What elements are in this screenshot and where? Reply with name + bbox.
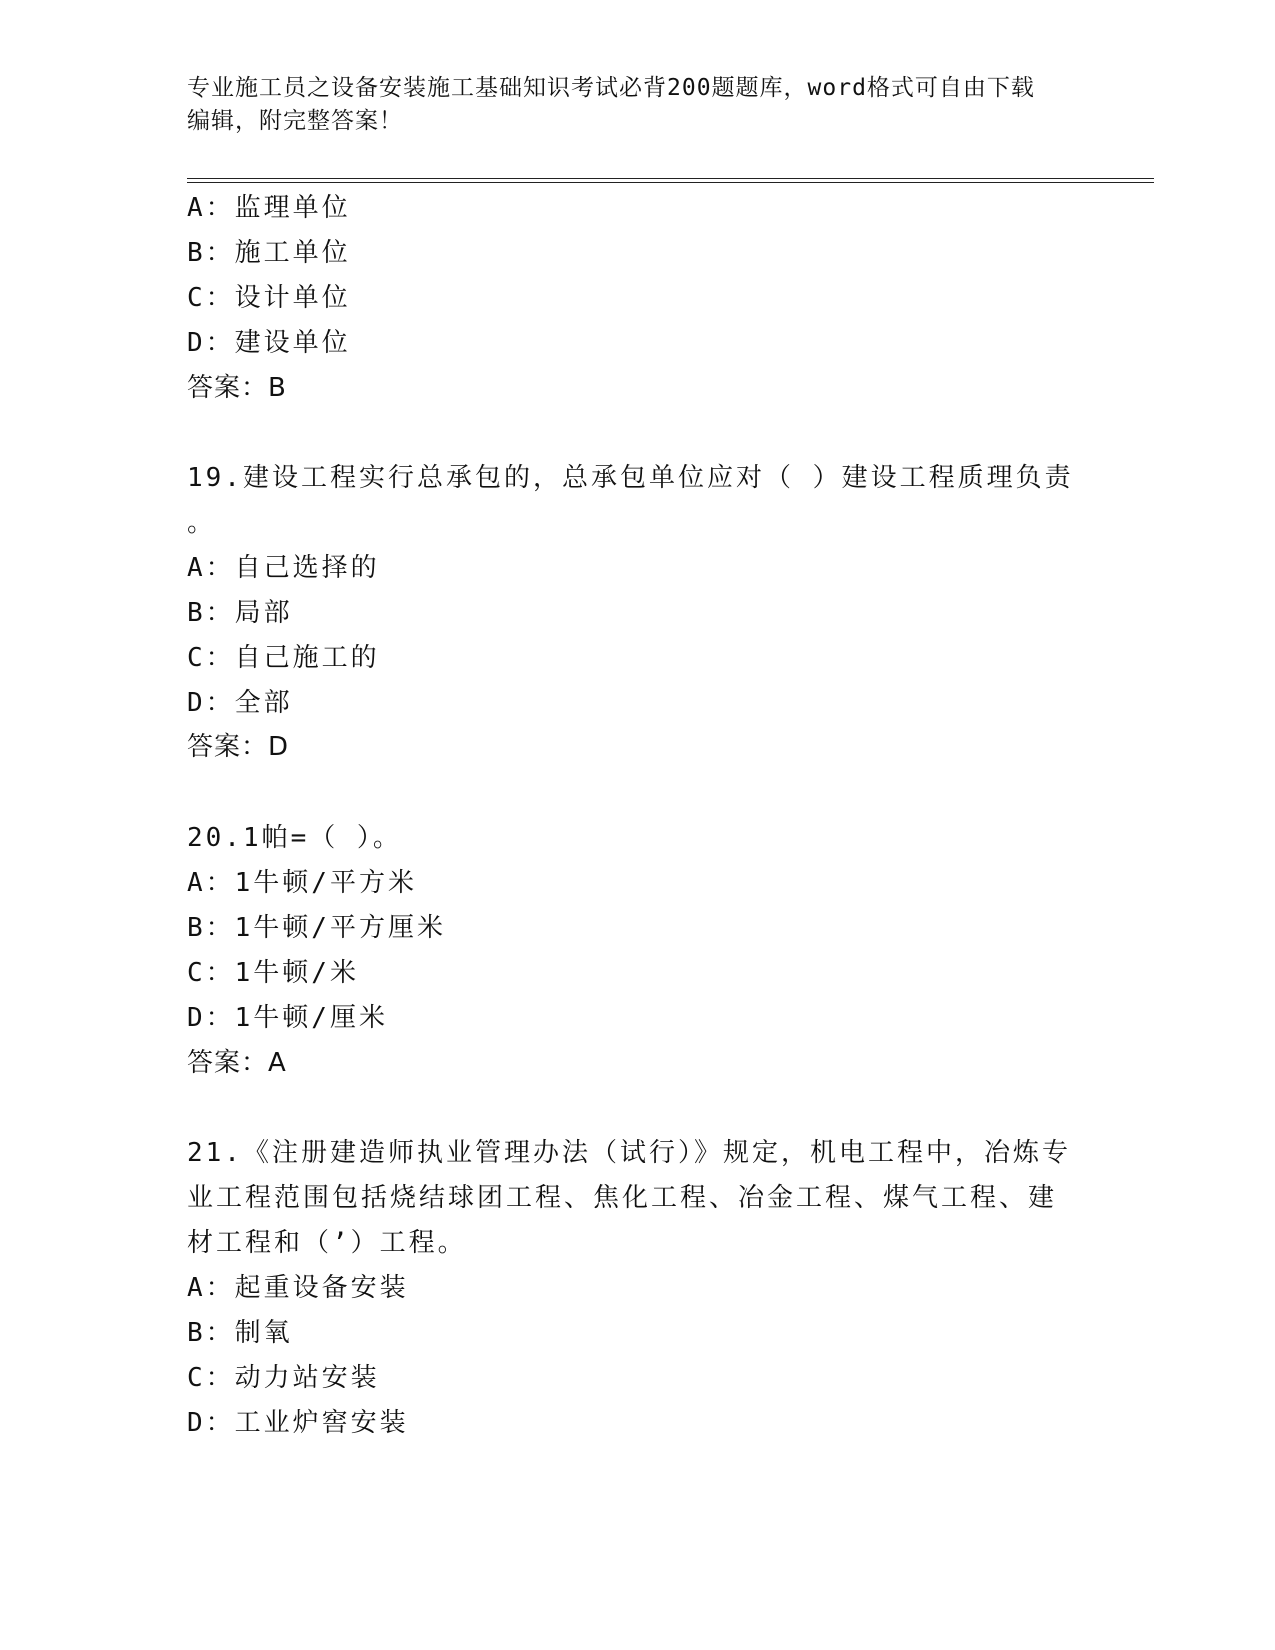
q18-option-c: C：设计单位 — [187, 283, 351, 313]
header-divider-bottom — [187, 182, 1154, 183]
document-header — [187, 72, 1067, 138]
q20-option-d: D：1牛顿/厘米 — [187, 1003, 388, 1033]
q18-answer: 答案：B — [187, 373, 287, 403]
q21-option-d: D：工业炉窖安装 — [187, 1408, 409, 1438]
q21-stem-line-2: 业工程范围包括烧结球团工程、焦化工程、冶金工程、煤气工程、建 — [187, 1183, 1058, 1213]
header-divider-top — [187, 178, 1154, 179]
q21-stem-line-3: 材工程和（’）工程。 — [187, 1228, 467, 1258]
q18-option-a: A：监理单位 — [187, 193, 351, 223]
header-line-2: 编辑，附完整答案！ — [187, 108, 403, 134]
q19-answer: 答案：D — [187, 732, 290, 762]
q19-option-c: C：自己施工的 — [187, 643, 380, 673]
q20-stem: 20.1帕=（ ）。 — [187, 823, 402, 853]
q19-stem-line-2: 。 — [187, 508, 217, 538]
q19-stem-line-1: 19.建设工程实行总承包的，总承包单位应对（ ）建设工程质理负责 — [187, 463, 1074, 493]
q19-option-a: A：自己选择的 — [187, 553, 380, 583]
q19-option-d: D：全部 — [187, 688, 293, 718]
header-line-1: 专业施工员之设备安装施工基础知识考试必背200题题库，word格式可自由下载 — [187, 75, 1035, 101]
q20-answer: 答案：A — [187, 1048, 287, 1078]
q20-option-a: A：1牛顿/平方米 — [187, 868, 417, 898]
q21-stem-line-1: 21.《注册建造师执业管理办法（试行）》规定，机电工程中，冶炼专 — [187, 1138, 1071, 1168]
q20-option-b: B：1牛顿/平方厘米 — [187, 913, 446, 943]
q21-option-a: A：起重设备安装 — [187, 1273, 409, 1303]
q21-option-c: C：动力站安装 — [187, 1363, 380, 1393]
q21-option-b: B：制氧 — [187, 1318, 293, 1348]
q18-option-b: B：施工单位 — [187, 238, 351, 268]
q18-option-d: D：建设单位 — [187, 328, 351, 358]
q20-option-c: C：1牛顿/米 — [187, 958, 359, 988]
q19-option-b: B：局部 — [187, 598, 293, 628]
